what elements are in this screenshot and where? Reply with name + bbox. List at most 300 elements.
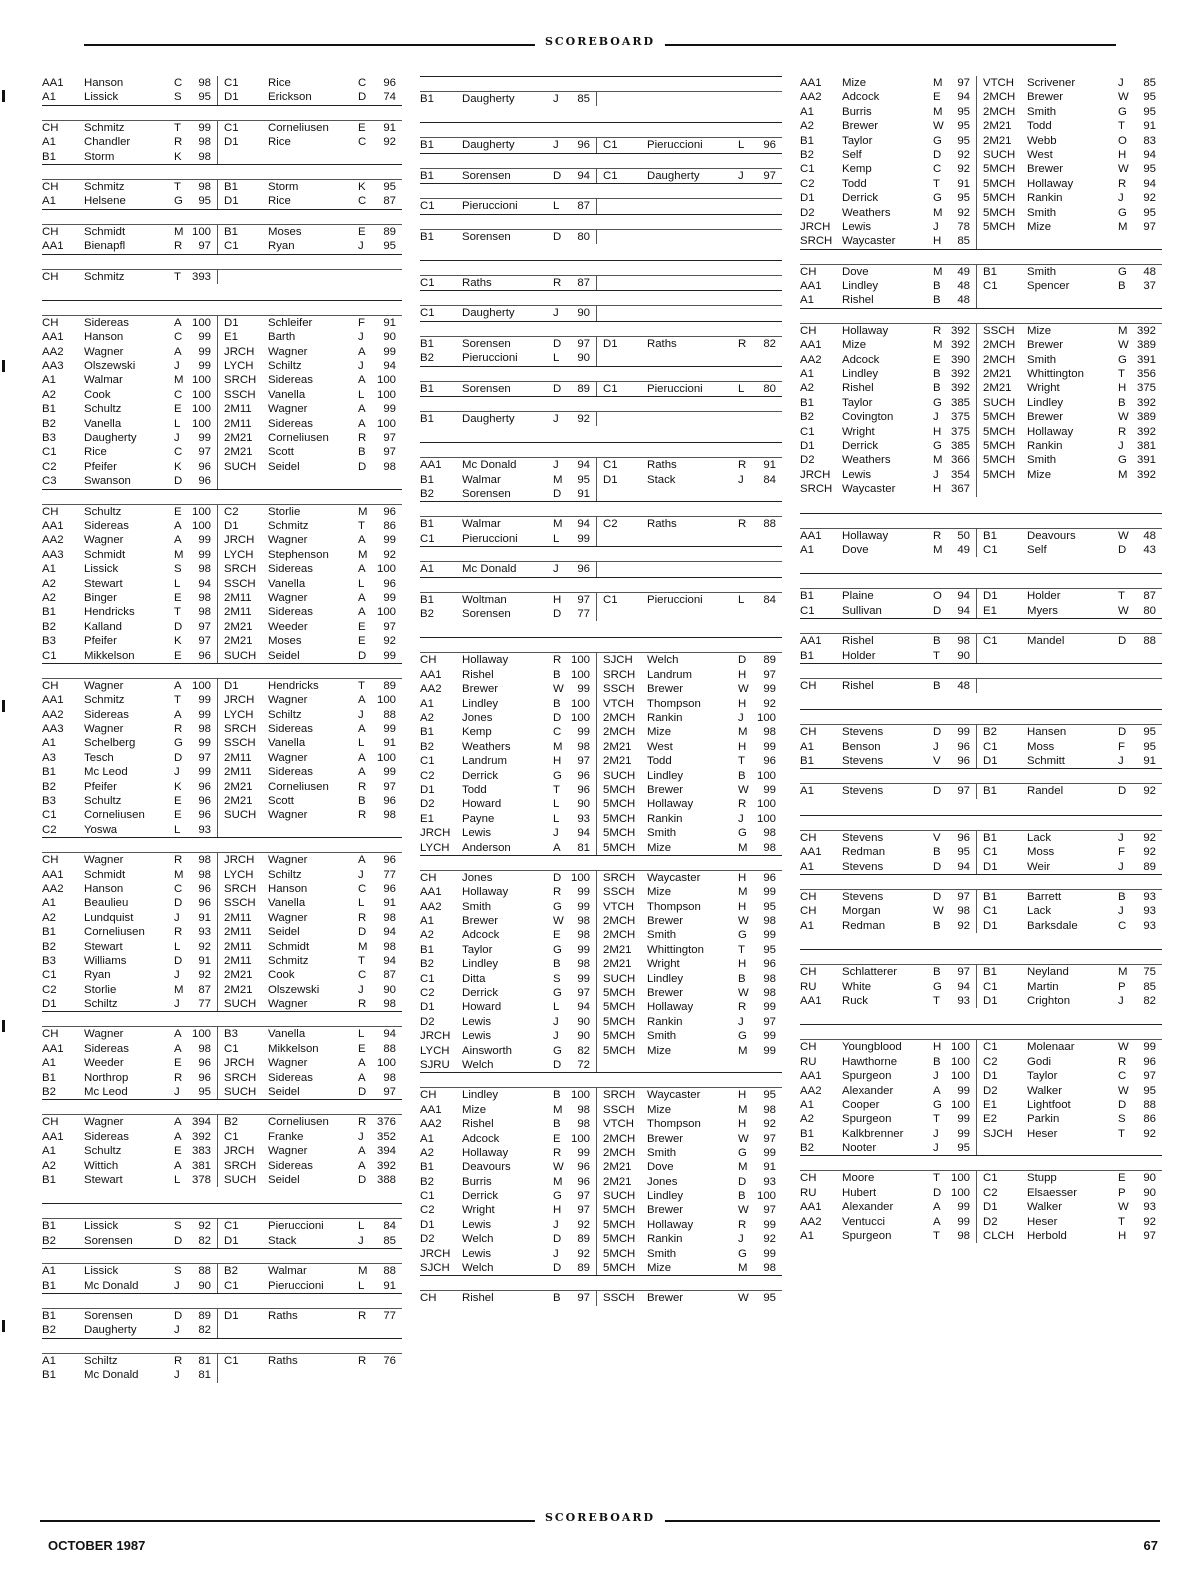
initial-left: B: [933, 368, 941, 381]
score-right: 94: [383, 926, 396, 939]
score-right: 80: [1143, 604, 1156, 617]
class-left: B1: [800, 396, 814, 409]
initial-right: R: [358, 1116, 367, 1129]
initial-left: B: [933, 635, 941, 648]
result-row: [420, 1160, 782, 1174]
initial-right: B: [738, 769, 746, 782]
shooter-left: Mize: [842, 77, 867, 89]
shooter-right: Brewer: [647, 683, 684, 696]
class-right: 5MCH: [983, 425, 1016, 438]
class-right: D1: [224, 679, 239, 692]
class-right: B1: [983, 785, 997, 798]
class-right: 5MCH: [983, 206, 1016, 219]
class-right: SUCH: [603, 972, 636, 985]
score-left: 87: [567, 199, 597, 213]
shooter-right: Smith: [647, 1030, 677, 1043]
score-left: 49: [947, 543, 977, 557]
shooter-left: Lissick: [84, 91, 119, 104]
class-left: AA1: [42, 77, 64, 89]
initial-left: R: [174, 723, 183, 736]
initial-left: D: [553, 1233, 562, 1246]
class-left: C3: [42, 475, 57, 488]
result-row: [42, 180, 402, 194]
result-row: [420, 230, 782, 244]
score-left: 381: [188, 1159, 218, 1173]
shooter-left: Corneliusen: [84, 809, 145, 822]
class-right: LYCH: [224, 548, 254, 561]
initial-right: M: [738, 841, 748, 854]
class-left: B2: [42, 780, 56, 793]
initial-right: L: [738, 593, 745, 606]
shooter-right: Rankin: [647, 1015, 683, 1028]
shooter-right: Sidereas: [268, 1159, 313, 1172]
shooter-left: Stewart: [84, 940, 123, 953]
shooter-right: [1027, 234, 1118, 248]
class-left: AA1: [800, 529, 822, 542]
class-left: AA1: [420, 1103, 442, 1116]
initial-left: T: [174, 180, 181, 193]
shooter-left: Howard: [462, 1001, 502, 1014]
class-right: [977, 1141, 1027, 1155]
shooter-left: Kalland: [84, 620, 122, 633]
score-right: 376: [376, 1116, 396, 1129]
score-right: 98: [763, 726, 776, 739]
initial-right: W: [738, 1292, 749, 1305]
score-left: 95: [188, 1085, 218, 1099]
shooter-left: Binger: [84, 591, 117, 604]
shooter-right: Mize: [647, 841, 672, 854]
class-right: C1: [224, 1130, 239, 1143]
class-right: [597, 351, 647, 365]
result-row: [800, 649, 1162, 663]
initial-right: M: [358, 548, 368, 561]
score-left: 91: [947, 177, 977, 191]
class-left: B1: [420, 382, 434, 395]
class-left: A1: [42, 1145, 56, 1158]
initial-left: M: [174, 548, 184, 561]
initial-left: J: [553, 412, 559, 425]
result-row: [420, 986, 782, 1000]
class-right: SSCH: [224, 577, 256, 590]
class-right: LYCH: [224, 708, 254, 721]
score-right: 91: [383, 737, 396, 750]
result-row: [42, 823, 402, 837]
initial-left: J: [174, 766, 180, 779]
score-left: 98: [188, 868, 218, 882]
event-header: [42, 838, 402, 853]
result-row: [800, 119, 1162, 133]
result-row: [800, 604, 1162, 618]
class-left: D1: [800, 439, 815, 452]
result-row: [42, 417, 402, 431]
initial-right: J: [358, 1234, 364, 1247]
initial-right: J: [1118, 192, 1124, 205]
initial-left: C: [933, 163, 942, 176]
class-left: RU: [800, 1186, 817, 1199]
score-right: [752, 487, 782, 501]
shooter-right: Rice: [268, 136, 291, 149]
result-row: [800, 980, 1162, 994]
shooter-left: Mc Donald: [462, 459, 517, 472]
result-row: [800, 1141, 1162, 1155]
class-right: SSCH: [983, 324, 1015, 337]
shooter-right: Vanella: [268, 737, 306, 750]
event-header: [420, 154, 782, 169]
initial-left: B: [933, 966, 941, 979]
shooter-left: Covington: [842, 411, 894, 424]
initial-right: B: [738, 972, 746, 985]
score-right: 392: [1136, 324, 1156, 337]
initial-left: J: [174, 1369, 180, 1382]
class-right: 5MCH: [983, 411, 1016, 424]
score-left: 98: [188, 562, 218, 576]
initial-left: E: [174, 649, 182, 662]
result-row: [420, 351, 782, 365]
shooter-left: Schultz: [84, 403, 122, 416]
shooter-right: Weir: [1027, 860, 1051, 873]
score-left: 98: [188, 605, 218, 619]
event-header: [420, 397, 782, 412]
class-right: SSCH: [603, 886, 635, 899]
initial-right: J: [358, 1130, 364, 1143]
result-row: [420, 1232, 782, 1246]
shooter-left: Williams: [84, 954, 127, 967]
result-row: [420, 1058, 782, 1072]
shooter-right: Parkin: [1027, 1113, 1060, 1126]
score-right: 96: [383, 795, 396, 808]
event-header: [800, 250, 1162, 265]
class-left: AA1: [800, 635, 822, 648]
initial-right: J: [738, 812, 744, 825]
class-right: C1: [603, 382, 618, 395]
shooter-right: Stack: [647, 473, 676, 486]
shooter-left: Helsene: [84, 195, 126, 208]
shooter-right: Lindley: [647, 972, 684, 985]
score-right: 76: [383, 1354, 396, 1367]
result-row: [800, 76, 1162, 90]
score-left: 77: [567, 607, 597, 621]
class-right: LYCH: [224, 868, 254, 881]
shooter-left: Deavours: [462, 1161, 511, 1174]
event-section: [42, 76, 402, 105]
shooter-left: Sorensen: [84, 1234, 133, 1247]
shooter-left: Kemp: [462, 726, 492, 739]
initial-left: S: [174, 1265, 182, 1278]
shooter-left: Schmidt: [84, 225, 126, 238]
score-left: 48: [947, 279, 977, 293]
result-row: [42, 925, 402, 939]
result-row: [42, 780, 402, 794]
class-left: CH: [42, 180, 59, 193]
score-right: 99: [763, 1247, 776, 1260]
initial-right: P: [1118, 980, 1126, 993]
class-left: B1: [800, 1127, 814, 1140]
class-left: RU: [800, 980, 817, 993]
score-left: 375: [947, 410, 977, 424]
result-row: [42, 1234, 402, 1248]
result-row: [800, 831, 1162, 845]
initial-right: H: [738, 871, 747, 884]
result-row: [42, 431, 402, 445]
event-header: [420, 322, 782, 337]
class-right: C1: [983, 740, 998, 753]
class-right: D1: [983, 1070, 998, 1083]
score-right: 98: [383, 809, 396, 822]
score-right: 99: [383, 403, 396, 416]
class-left: C2: [800, 177, 815, 190]
score-right: 85: [383, 1234, 396, 1247]
score-right: 87: [383, 195, 396, 208]
score-left: 99: [947, 1127, 977, 1141]
event-header: [42, 1249, 402, 1264]
shooter-right: Wagner: [268, 534, 308, 547]
shooter-left: Hubert: [842, 1186, 877, 1199]
event-header: [42, 1294, 402, 1309]
result-row: [420, 885, 782, 899]
class-right: C2: [983, 1186, 998, 1199]
class-left: AA3: [42, 548, 64, 561]
class-left: A1: [800, 919, 814, 932]
score-right: 95: [1143, 206, 1156, 219]
shooter-left: Schultz: [84, 505, 122, 518]
shooter-left: Sorensen: [462, 488, 511, 501]
initial-left: M: [174, 868, 184, 881]
class-left: A1: [800, 1098, 814, 1111]
score-left: 50: [947, 529, 977, 543]
score-right: 93: [1143, 905, 1156, 918]
initial-left: A: [933, 1201, 941, 1214]
initial-left: T: [553, 783, 560, 796]
shooter-left: Hollaway: [462, 654, 509, 667]
shooter-left: Taylor: [842, 134, 873, 147]
event-section: [420, 546, 782, 576]
initial-right: J: [1118, 994, 1124, 1007]
initial-left: B: [933, 1055, 941, 1068]
class-right: D1: [224, 136, 239, 149]
initial-left: M: [933, 77, 943, 89]
shooter-left: Brewer: [842, 120, 879, 133]
score-right: 100: [756, 812, 776, 825]
result-row: [42, 954, 402, 968]
score-left: 95: [947, 134, 977, 148]
event-section: [42, 209, 402, 254]
initial-right: L: [738, 382, 745, 395]
score-right: 391: [1136, 454, 1156, 467]
initial-left: M: [553, 1175, 563, 1188]
class-left: CH: [42, 270, 59, 283]
class-left: A1: [42, 374, 56, 387]
initial-left: S: [553, 972, 561, 985]
shooter-right: [647, 306, 738, 320]
class-right: 2M11: [224, 926, 252, 939]
class-right: SUCH: [603, 769, 636, 782]
result-row: [42, 736, 402, 750]
initial-left: J: [933, 411, 939, 424]
initial-left: G: [174, 737, 183, 750]
event-section: [42, 663, 402, 837]
class-left: AA1: [800, 339, 822, 352]
score-left: 354: [947, 468, 977, 482]
class-right: 2M21: [603, 1161, 632, 1174]
shooter-right: Molenaar: [1027, 1041, 1075, 1054]
shooter-right: [268, 150, 358, 164]
result-row: [800, 338, 1162, 352]
shooter-right: Wagner: [268, 403, 308, 416]
result-row: [800, 206, 1162, 220]
class-left: AA2: [420, 900, 442, 913]
initial-right: D: [1118, 785, 1127, 798]
class-right: C1: [224, 77, 239, 89]
initial-left: L: [553, 532, 560, 545]
shooter-right: Raths: [268, 1354, 298, 1367]
score-left: 94: [567, 517, 597, 531]
initial-left: M: [174, 374, 184, 387]
score-left: 100: [947, 1171, 977, 1185]
initial-right: B: [358, 446, 366, 459]
event-section: [42, 1203, 402, 1248]
shooter-right: Brewer: [1027, 163, 1064, 176]
class-right: C2: [224, 505, 239, 518]
score-right: 91: [763, 459, 776, 472]
score-left: 92: [947, 206, 977, 220]
shooter-left: Holder: [842, 649, 876, 662]
shooter-left: Schlatterer: [842, 966, 898, 979]
shooter-right: Wright: [647, 958, 680, 971]
initial-right: [1118, 649, 1132, 663]
shooter-right: [647, 230, 738, 244]
score-right: 92: [763, 697, 776, 710]
class-left: B3: [42, 432, 56, 445]
initial-left: D: [553, 711, 562, 724]
event-section: [420, 1275, 782, 1305]
class-left: AA1: [42, 240, 64, 253]
score-left: 72: [567, 1058, 597, 1072]
shooter-right: Wagner: [268, 911, 308, 924]
shooter-right: Pieruccioni: [647, 593, 703, 606]
score-left: 94: [567, 169, 597, 183]
class-right: 2M11: [224, 954, 252, 967]
initial-right: G: [738, 827, 747, 840]
class-left: B1: [420, 230, 434, 243]
shooter-right: Hendricks: [268, 679, 319, 692]
initial-left: D: [933, 891, 942, 904]
shooter-left: Sorensen: [84, 1309, 133, 1322]
shooter-right: Myers: [1027, 604, 1059, 617]
result-row: [420, 1247, 782, 1261]
class-right: 5MCH: [983, 439, 1016, 452]
score-left: 99: [567, 972, 597, 986]
initial-left: J: [553, 1015, 559, 1028]
shooter-right: Wagner: [268, 345, 308, 358]
shooter-left: Schmitz: [84, 121, 125, 134]
event-header: [420, 123, 782, 138]
initial-right: W: [738, 683, 749, 696]
shooter-left: Smith: [462, 900, 492, 913]
class-left: C1: [420, 307, 435, 320]
shooter-left: Yoswa: [84, 823, 118, 836]
class-right: C1: [224, 121, 239, 134]
initial-right: T: [1118, 590, 1125, 603]
shooter-left: Lewis: [462, 1030, 492, 1043]
initial-left: J: [553, 1247, 559, 1260]
initial-right: M: [1118, 966, 1128, 979]
shooter-left: Hollaway: [842, 324, 889, 337]
score-right: 91: [1143, 120, 1156, 133]
class-left: SRCH: [800, 235, 833, 248]
score-right: 99: [383, 649, 396, 662]
initial-right: H: [738, 740, 747, 753]
initial-left: V: [933, 831, 941, 844]
score-right: 94: [1143, 177, 1156, 190]
class-right: B1: [224, 180, 238, 193]
class-right: E1: [983, 1098, 997, 1111]
result-row: [42, 997, 402, 1011]
result-row: [42, 316, 402, 330]
class-right: B2: [983, 726, 997, 739]
result-row: [42, 474, 402, 488]
result-row: [42, 1368, 402, 1382]
event-header: [800, 1156, 1162, 1171]
class-right: SRCH: [224, 563, 257, 576]
class-left: E1: [420, 812, 434, 825]
score-right: 93: [763, 1175, 776, 1188]
score-left: 94: [567, 1000, 597, 1014]
class-right: C1: [224, 240, 239, 253]
score-left: 96: [947, 740, 977, 754]
initial-right: T: [1118, 1127, 1125, 1140]
class-left: CH: [42, 225, 59, 238]
score-left: 90: [567, 1029, 597, 1043]
initial-right: L: [358, 1279, 365, 1292]
initial-right: E: [358, 225, 366, 238]
results-column-1: [42, 76, 402, 1383]
class-right: C1: [603, 459, 618, 472]
class-left: AA1: [800, 846, 822, 859]
class-left: AA2: [420, 1118, 442, 1131]
initial-right: J: [1118, 905, 1124, 918]
class-right: 2M21: [603, 755, 632, 768]
initial-right: [1118, 293, 1132, 307]
class-left: B1: [42, 606, 56, 619]
event-header: [42, 165, 402, 180]
class-right: SUCH: [224, 809, 257, 822]
shooter-right: Ryan: [268, 240, 295, 253]
score-right: 97: [383, 446, 396, 459]
score-left: 89: [567, 1261, 597, 1275]
class-right: [597, 1058, 647, 1072]
event-header: [420, 261, 782, 276]
class-right: C1: [983, 635, 998, 648]
initial-right: J: [358, 240, 364, 253]
shooter-right: Sidereas: [268, 374, 313, 387]
shooter-right: Smith: [1027, 353, 1057, 366]
class-right: C1: [224, 1354, 239, 1367]
class-left: AA1: [42, 1042, 64, 1055]
shooter-left: Lewis: [842, 220, 872, 233]
shooter-right: [1027, 679, 1118, 693]
initial-right: C: [358, 882, 367, 895]
shooter-left: Schmidt: [84, 548, 126, 561]
shooter-left: Walmar: [462, 518, 501, 531]
score-left: 48: [947, 679, 977, 693]
initial-right: H: [738, 958, 747, 971]
initial-right: [738, 1058, 752, 1072]
score-right: [372, 823, 402, 837]
score-right: 100: [376, 606, 396, 619]
shooter-left: Beaulieu: [84, 897, 129, 910]
class-right: 2M21: [603, 740, 632, 753]
initial-left: L: [553, 798, 560, 811]
